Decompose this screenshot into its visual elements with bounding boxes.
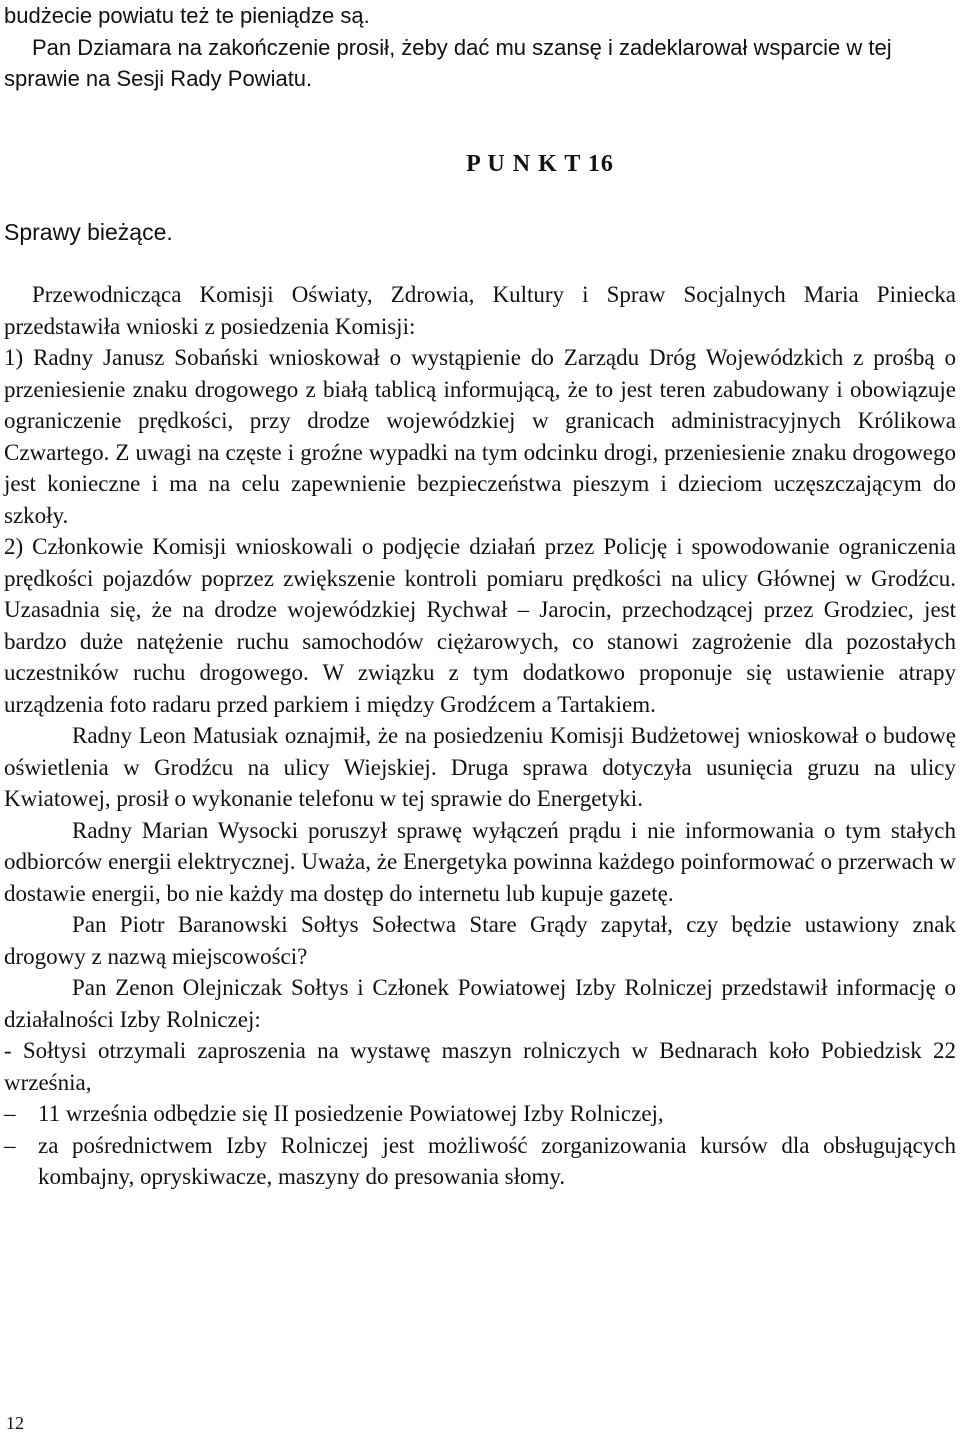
list-item: [4, 1130, 956, 1193]
document-page: [4, 0, 956, 1436]
paragraph-committee-intro: Przewodnicząca Komisji Oświaty, Zdrowia, Kultury i Spraw Socjalnych Maria Piniecka przedstawiła wnioski z posiedzenia Komisji:: [4, 282, 956, 339]
page-number: 12: [6, 1413, 24, 1433]
intro-line-1: budżecie powiatu też te pieniądze są.: [4, 3, 370, 28]
intro-line-2: Pan Dziamara na zakończenie prosił, żeby dać mu szansę i zadeklarował wsparcie w tej sprawie na Sesji Rady Powiatu.: [4, 34, 892, 91]
list-dash: –: [4, 1101, 16, 1126]
paragraph-motion-1: 1) Radny Janusz Sobański wnioskował o wystąpienie do Zarządu Dróg Wojewódzkich z prośbą o przeniesienie znaku drogowego z białą tablicą informującą, że to jest teren zabudowany i obowiązuje ograniczenie prędkości, przy drodze wojewódzkiej w granicach administracyjnych Królikowa Czwartego. Z uwagi na częste i groźne wypadki na tym odcinku drogi, przeniesienie znaku drogowego jest konieczne i ma na celu zapewnienie bezpieczeństwa pieszym i dzieciom uczęszczającym do szkoły.: [4, 345, 956, 528]
document-body: [4, 279, 956, 1193]
paragraph-wysocki: Radny Marian Wysocki poruszył sprawę wyłączeń prądu i nie informowania o tym stałych odbiorców energii elektrycznej. Uważa, że Energetyka powinna każdego poinformować o przerwach w dostawie energii, bo nie każdy ma dostęp do internetu lub kupuje gazetę.: [4, 817, 956, 906]
section-heading: P U N K T 16: [466, 151, 614, 177]
list-item: [4, 1098, 956, 1130]
paragraph-motion-2: 2) Członkowie Komisji wnioskowali o podjęcie działań przez Policję i spowodowanie ograniczenia prędkości pojazdów poprzez zwiększenie kontroli pomiaru prędkości na ulicy Głównej w Grodźcu. Uzasadnia się, że na drodze wojewódzkiej Rychwał – Jarocin, przechodzącej przez Grodziec, jest bardzo duże natężenie ruchu samochodów ciężarowych, co stanowi zagrożenie dla pozostałych uczestników ruchu drogowego. W związku z tym dodatkowo proponuje się ustawienie atrapy urządzenia foto radaru przed parkiem i między Grodźcem a Tartakiem.: [4, 534, 956, 717]
paragraph-baranowski: Pan Piotr Baranowski Sołtys Sołectwa Stare Grądy zapytał, czy będzie ustawiony znak drogowy z nazwą miejscowości?: [4, 912, 956, 969]
paragraph-matusiak: Radny Leon Matusiak oznajmił, że na posiedzeniu Komisji Budżetowej wnioskował o budowę oświetlenia w Grodźcu na ulicy Wiejskiej. Druga sprawa dotyczyła usunięcia gruzu na ulicy Kwiatowej, prosił o wykonanie telefonu w tej sprawie do Energetyki.: [4, 723, 956, 811]
paragraph-soltysi: - Sołtysi otrzymali zaproszenia na wystawę maszyn rolniczych w Bednarach koło Pobiedzisk 22 września,: [4, 1038, 956, 1095]
list-item-text: za pośrednictwem Izby Rolniczej jest możliwość zorganizowania kursów dla obsługujących kombajny, opryskiwacze, maszyny do presowania słomy.: [38, 1132, 956, 1189]
list-dash: –: [4, 1132, 16, 1158]
intro-block: [4, 0, 956, 95]
list-item-text: 11 września odbędzie się II posiedzenie Powiatowej Izby Rolniczej,: [38, 1101, 664, 1126]
section-title: Sprawy bieżące.: [4, 219, 173, 245]
paragraph-olejniczak: Pan Zenon Olejniczak Sołtys i Członek Powiatowej Izby Rolniczej przedstawił informację o działalności Izby Rolniczej:: [4, 975, 956, 1032]
